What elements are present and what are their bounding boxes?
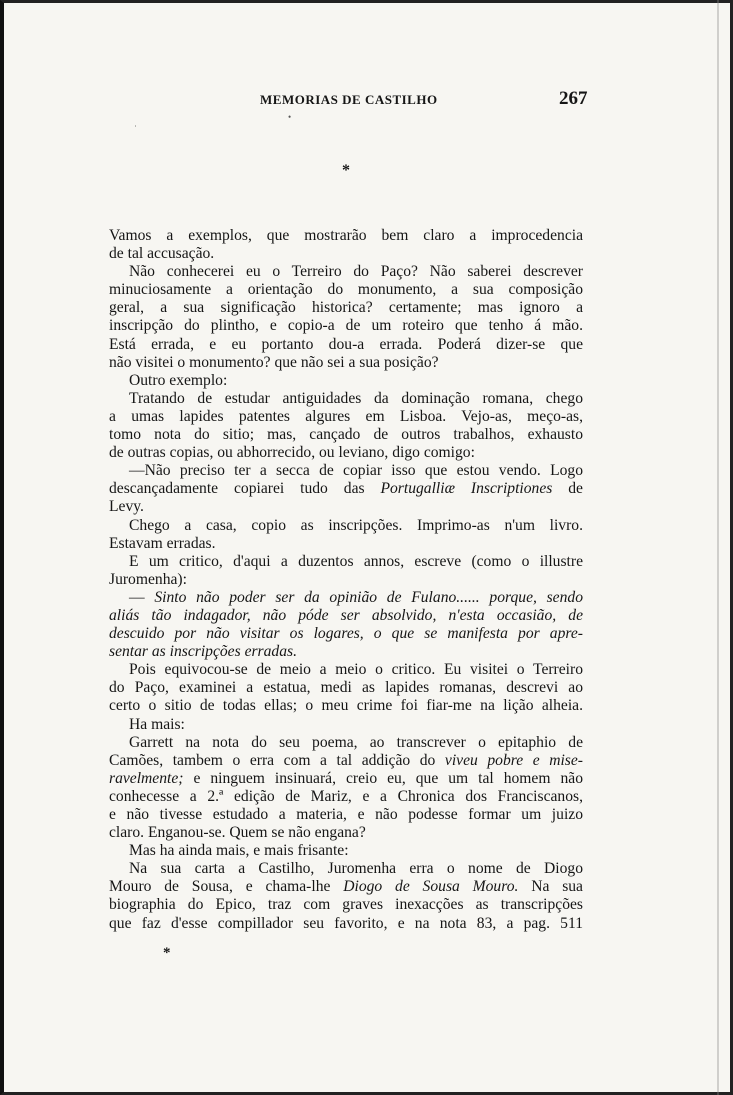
text-line: Mas ha ainda mais, e mais frisante: [129, 842, 349, 860]
text-line: Outro exemplo: [129, 371, 228, 389]
text-line: E um critico, d'aqui a duzentos annos, escreve (como o illustre [129, 552, 583, 570]
text-line: Ha mais: [129, 715, 185, 733]
text-line: conhecesse a 2.ª edição de Mariz, e a Chronica dos Franciscanos, [109, 787, 583, 805]
footer-asterisk: * [163, 945, 171, 961]
text-line: certo o sitio de todas ellas; o meu crime foi fiar-me na lição alheia. [109, 697, 583, 715]
text-line: Levy. [109, 498, 144, 516]
text-line: Pois equivocou-se de meio a meio o critico. Eu visitei o Terreiro [129, 661, 583, 679]
text-line: Vamos a exemplos, que mostrarão bem claro a improcedencia [109, 227, 583, 244]
quote-line: descuido por não visitar os logares, o que se manifesta por apre- [109, 625, 583, 643]
section-asterisk: * [342, 162, 350, 179]
text-line: —Não preciso ter a secca de copiar isso que estou vendo. Logo [129, 462, 583, 480]
text-line: claro. Enganou-se. Quem se não engana? [109, 824, 366, 842]
text-line: não visitei o monumento? que não sei a sua posição? [109, 353, 439, 371]
text-line: de outras copias, ou abhorrecido, ou leviano, digo comigo: [109, 444, 475, 462]
text-line: que faz d'esse compillador seu favorito, e na nota 83, a pag. 511 [109, 914, 583, 932]
quote-line: sentar as inscripções erradas. [109, 643, 297, 661]
quote-line: aliás tão indagador, não póde ser absolvido, n'esta occasião, de [109, 606, 583, 624]
quote-line: — Sinto não poder ser da opinião de Fulano...... porque, sendo [129, 588, 583, 606]
text-line: Estavam erradas. [109, 534, 216, 552]
text-line: Garrett na nota do seu poema, ao transcrever o epitaphio de [129, 733, 583, 751]
ink-speck: ˙ [134, 124, 137, 134]
text-line: ravelmente; e ninguem insinuará, creio eu, que um tal homem não [109, 769, 583, 787]
text-line: Juromenha): [109, 570, 187, 588]
text-line: a umas lapides patentes algures em Lisboa. Vejo-as, meço-as, [109, 407, 583, 425]
running-title: MEMORIAS DE CASTILHO [260, 92, 438, 107]
page-number: 267 [559, 88, 588, 109]
text-line: Na sua carta a Castilho, Juromenha erra o nome de Diogo [129, 860, 583, 878]
text-line: de tal accusação. [109, 245, 215, 263]
text-line: Não conhecerei eu o Terreiro do Paço? Não saberei descrever [129, 263, 583, 281]
text-line: descançadamente copiarei tudo das Portugalliæ Inscriptiones de [109, 480, 583, 498]
text-line: geral, a sua significação historica? certamente; mas ignoro a [109, 299, 583, 317]
text-line: tomo nota do sitio; mas, cançado de outros trabalhos, exhausto [109, 426, 583, 444]
text-line: biographia do Epico, traz com graves inexacções as transcripções [109, 896, 583, 914]
text-line: minuciosamente a orientação do monumento, a sua composição [109, 281, 583, 299]
text-line: Mouro de Sousa, e chama-lhe Diogo de Sousa Mouro. Na sua [109, 878, 583, 896]
page-edge-shadow [717, 0, 719, 1095]
text-line: Chego a casa, copio as inscripções. Imprimo-as n'um livro. [129, 516, 583, 534]
page-header [0, 90, 733, 110]
ink-speck: • [288, 112, 292, 122]
text-line: e não tivesse estudado a materia, e não podesse formar um juizo [109, 806, 583, 823]
text-line: Camões, tambem o erra com a tal addição do viveu pobre e mise- [109, 751, 583, 769]
text-line: Está errada, e eu portanto dou-a errada. Poderá dizer-se que [109, 335, 583, 353]
text-line: do Paço, examinei a estatua, medi as lapides romanas, descrevi ao [109, 679, 583, 697]
text-line: Tratando de estudar antiguidades da dominação romana, chego [129, 389, 583, 407]
body-text [109, 227, 583, 933]
text-line: inscripção do plintho, e copio-a de um roteiro que tenho á mão. [109, 317, 583, 335]
